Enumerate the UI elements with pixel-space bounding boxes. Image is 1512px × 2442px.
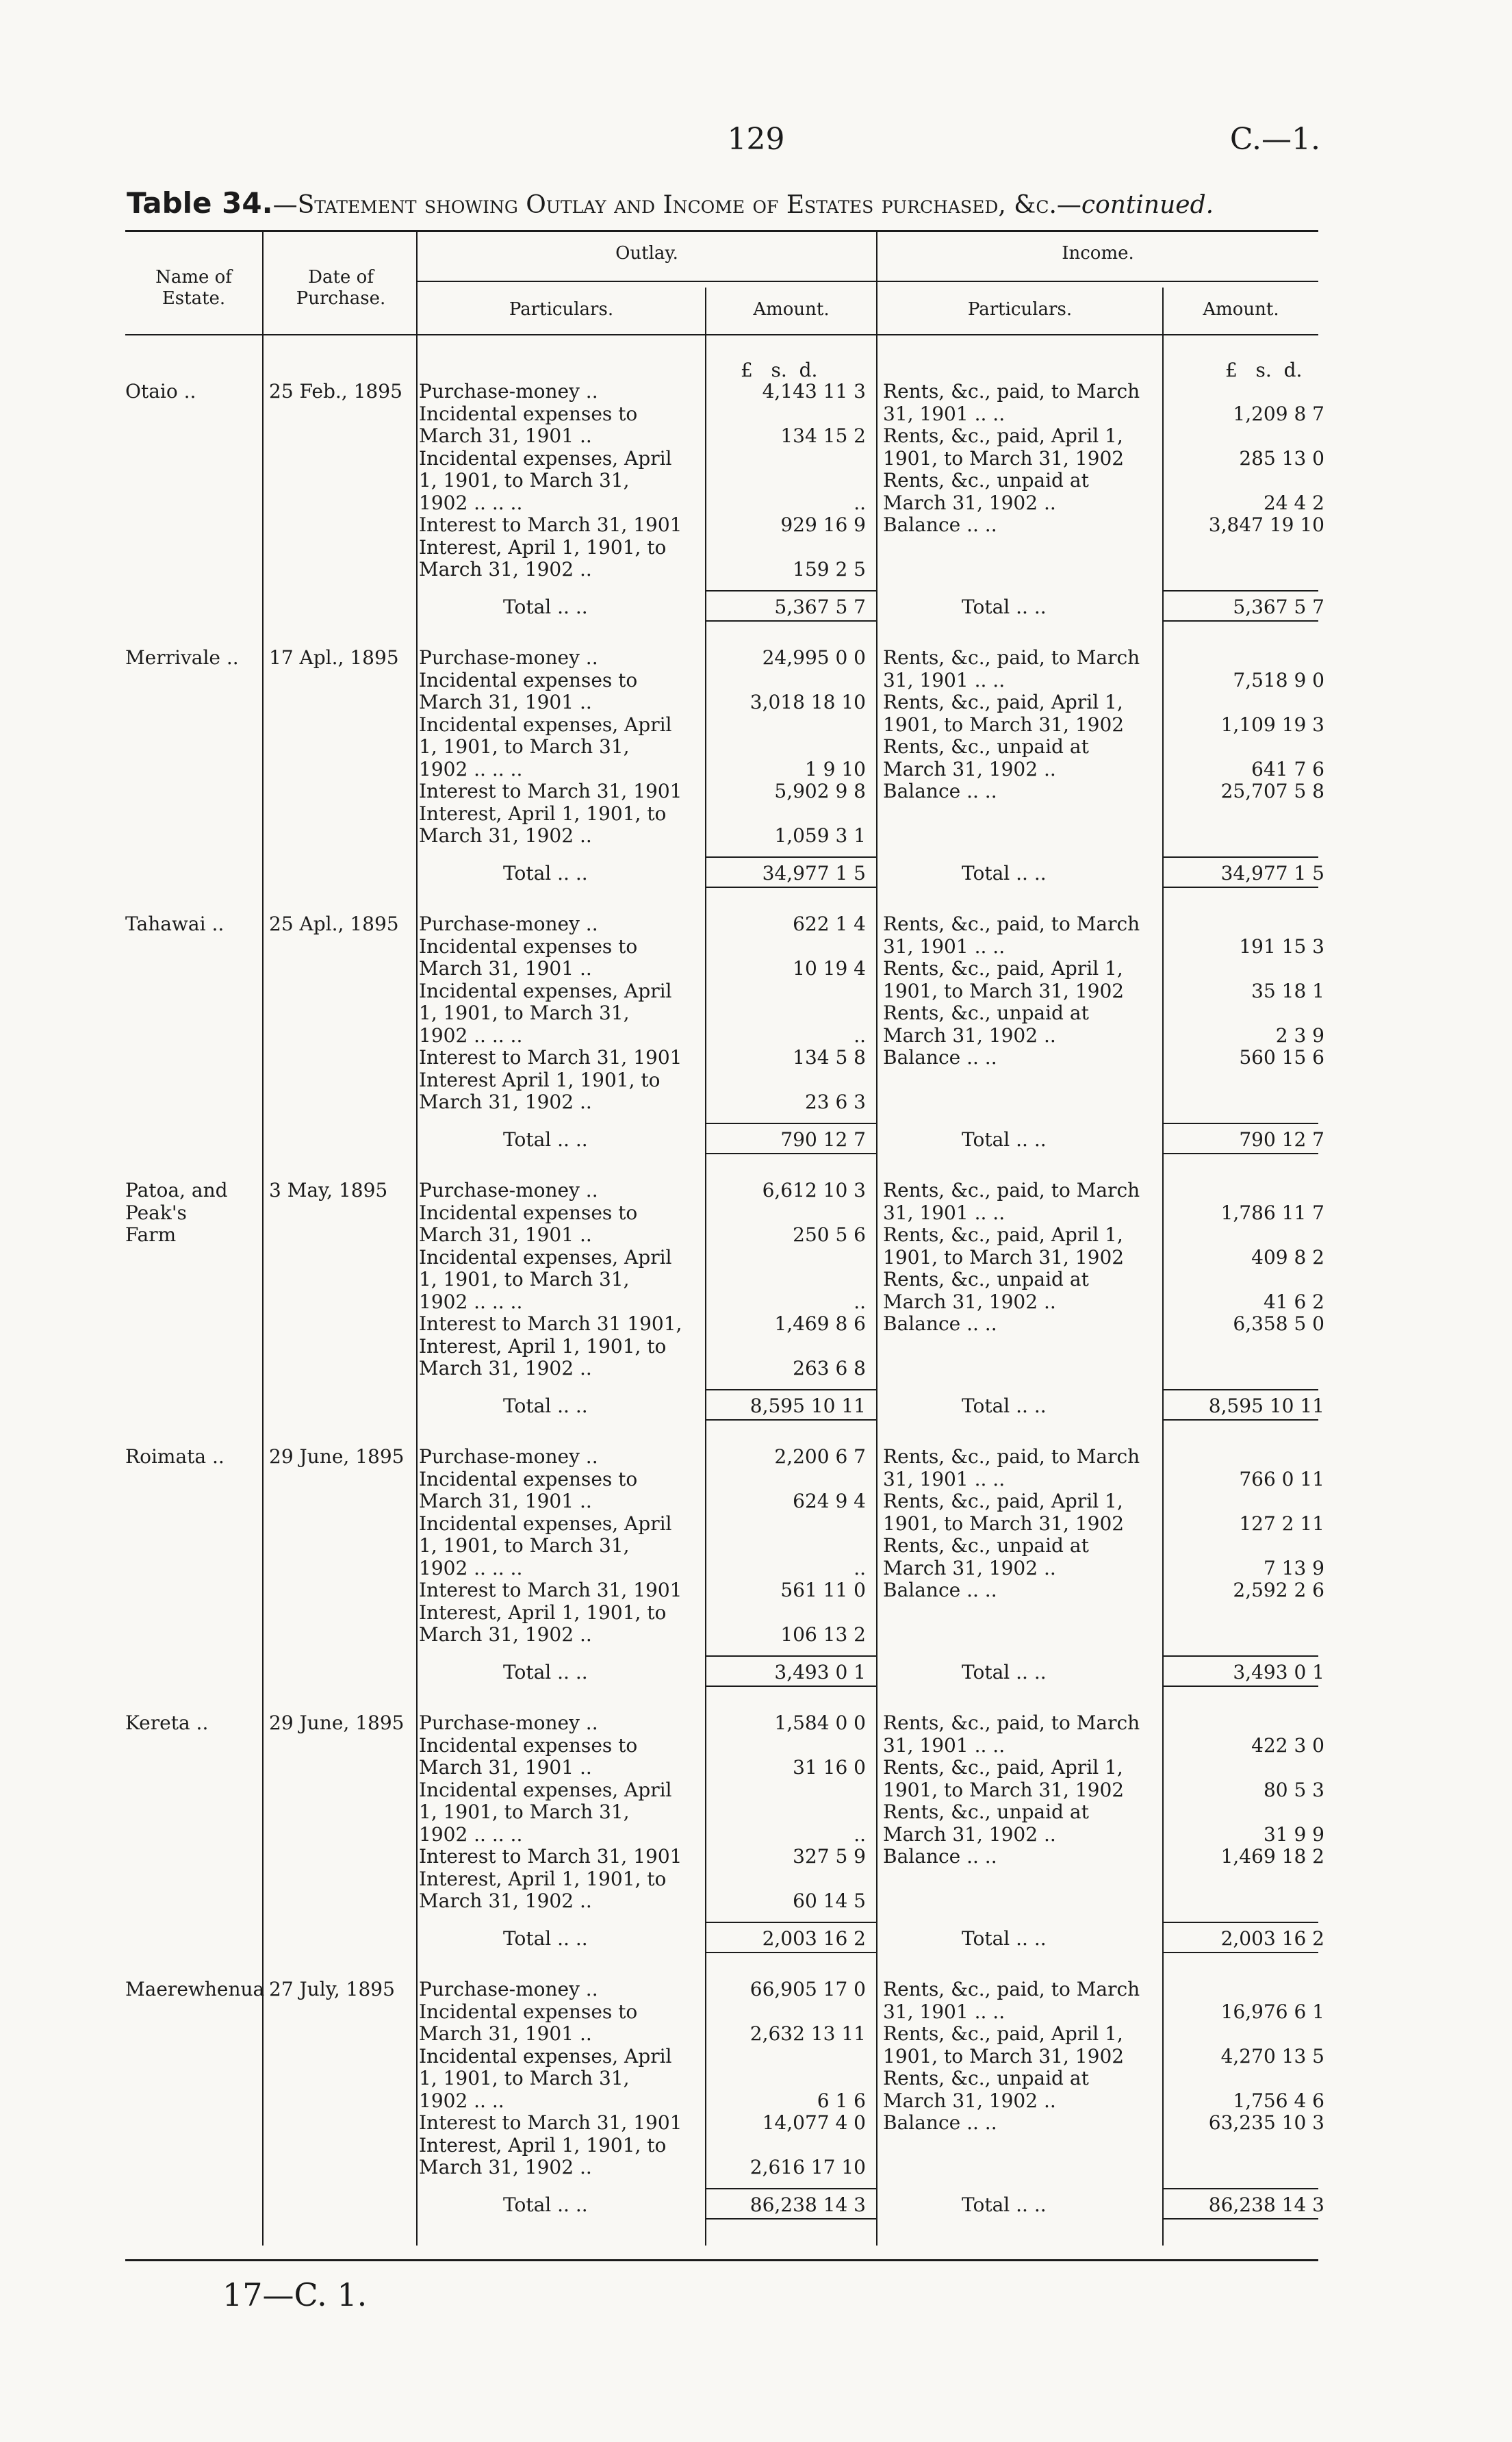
income-particular-line: Balance .. .. [883,1845,997,1868]
income-amount: 25,707 5 8 [1220,780,1324,802]
income-particular-line: Rents, &c., paid, April 1, [883,691,1123,713]
outlay-total-label: Total .. .. [503,595,588,618]
outlay-amount: 263 6 8 [793,1357,866,1379]
income-total-underline [1164,887,1318,888]
income-total-rule [1164,590,1318,592]
income-particular-line: 31, 1901 .. .. [883,1733,1005,1757]
income-total-amount: 86,238 14 3 [1208,2193,1324,2216]
outlay-amount: 134 5 8 [793,1046,866,1069]
column-divider [876,334,877,2246]
income-total-amount: 790 12 7 [1239,1128,1324,1151]
income-amount: 560 15 6 [1239,1046,1324,1069]
income-particular-line: March 31, 1902 .. [883,1556,1056,1579]
outlay-particular-line: Interest, April 1, 1901, to [419,2133,667,2157]
income-amount: 1,756 4 6 [1233,2089,1324,2112]
outlay-total-label: Total .. .. [503,1926,588,1950]
income-total-rule [1164,1389,1318,1390]
outlay-particular-line: Interest, April 1, 1901, to [419,1601,667,1624]
outlay-total-label: Total .. .. [503,1128,588,1151]
outlay-particular-line: 1902 .. .. .. [419,491,523,514]
income-amount: 1,469 18 2 [1220,1845,1324,1868]
income-amount: 766 0 11 [1239,1467,1324,1490]
footer-reference: 17—C. 1. [222,2276,368,2313]
outlay-amount: 3,018 18 10 [749,691,866,713]
outlay-total-rule [706,2188,876,2189]
income-particular-line: 1901, to March 31, 1902 [883,2044,1125,2068]
outlay-total-rule [706,856,876,858]
outlay-particular-line: March 31, 1902 .. [419,1623,592,1646]
outlay-amount: .. [854,1290,866,1313]
col-header-income-particulars: Particulars. [967,299,1073,320]
income-particular-line: Rents, &c., paid, April 1, [883,957,1123,980]
income-particular-line: Rents, &c., paid, to March [883,646,1140,669]
outlay-total-amount: 34,977 1 5 [762,861,866,885]
income-particular-line: Rents, &c., unpaid at [883,1801,1089,1823]
outlay-total-underline [706,620,876,622]
outlay-amount: 4,143 11 3 [762,380,866,403]
table-top-rule [125,230,1318,232]
income-total-rule [1164,1922,1318,1923]
income-total-label: Total .. .. [962,1394,1047,1417]
outlay-particular-line: Purchase-money .. [419,1978,598,2000]
outlay-particular-line: Incidental expenses, April [419,1245,672,1269]
income-particular-line: Rents, &c., paid, April 1, [883,424,1123,447]
purchase-date: 27 July, 1895 [269,1978,395,2000]
outlay-particular-line: March 31, 1901 .. [419,424,592,447]
outlay-particular-line: Interest to March 31 1901, [419,1312,682,1335]
outlay-total-amount: 3,493 0 1 [774,1660,866,1683]
outlay-particular-line: Purchase-money .. [419,913,598,935]
outlay-amount: 23 6 3 [804,1091,866,1113]
income-amount: 1,109 19 3 [1220,713,1324,736]
purchase-date: 29 June, 1895 [269,1712,405,1734]
outlay-particular-line: Incidental expenses to [419,934,638,958]
purchase-date: 17 Apl., 1895 [269,646,399,669]
income-total-label: Total .. .. [962,1128,1047,1151]
outlay-amount: 250 5 6 [793,1223,866,1246]
income-amount: 2,592 2 6 [1233,1579,1324,1601]
purchase-date: 3 May, 1895 [269,1179,388,1201]
outlay-particular-line: 1902 .. .. .. [419,1290,523,1313]
outlay-particular-line: Incidental expenses to [419,402,638,425]
col-header-income-amount: Amount. [1203,299,1279,320]
income-particular-line: Rents, &c., paid, to March [883,1179,1140,1201]
document-reference: C.—1. [1229,122,1320,157]
col-header-outlay-particulars: Particulars. [509,299,614,320]
outlay-particular-line: March 31, 1902 .. [419,2156,592,2178]
income-amount: 641 7 6 [1251,757,1324,780]
income-particular-line: March 31, 1902 .. [883,757,1056,780]
outlay-particular-line: 1, 1901, to March 31, [419,1801,630,1823]
col-header-name: Name of Estate. [155,267,232,309]
outlay-particular-line: Interest, April 1, 1901, to [419,802,667,825]
table-title-suffix: continued. [1081,191,1214,219]
outlay-particular-line: Incidental expenses, April [419,713,672,736]
outlay-total-rule [706,1655,876,1657]
outlay-particular-line: 1902 .. .. .. [419,1822,523,1846]
income-total-label: Total .. .. [962,861,1047,885]
income-particular-line: Rents, &c., unpaid at [883,1002,1089,1024]
outlay-total-label: Total .. .. [503,2193,588,2216]
outlay-total-amount: 2,003 16 2 [762,1926,866,1950]
estate-name: Peak's [125,1201,187,1224]
income-total-underline [1164,2218,1318,2220]
income-particular-line: March 31, 1902 .. [883,1822,1056,1846]
income-total-amount: 8,595 10 11 [1208,1394,1324,1417]
outlay-particular-line: Incidental expenses, April [419,979,672,1002]
income-total-label: Total .. .. [962,2193,1047,2216]
table-title-text: —Statement showing Outlay and Income of Estates purchased, &c.— [272,191,1081,219]
outlay-particular-line: Incidental expenses to [419,2000,638,2023]
outlay-amount: 1 9 10 [804,757,866,780]
income-total-underline [1164,1952,1318,1953]
col-header-income: Income. [1062,243,1134,264]
outlay-amount: 622 1 4 [793,913,866,935]
outlay-amount: 327 5 9 [793,1845,866,1868]
outlay-particular-line: March 31, 1902 .. [419,1890,592,1912]
outlay-particular-line: Incidental expenses to [419,1467,638,1490]
outlay-amount: .. [854,1556,866,1579]
outlay-particular-line: Incidental expenses to [419,1733,638,1757]
outlay-total-underline [706,1952,876,1953]
outlay-particular-line: Incidental expenses, April [419,1778,672,1801]
income-particular-line: Rents, &c., paid, to March [883,380,1140,403]
outlay-amount: 10 19 4 [793,957,866,980]
income-particular-line: Rents, &c., paid, April 1, [883,1756,1123,1779]
outlay-total-underline [706,1419,876,1421]
outlay-particular-line: Incidental expenses to [419,1201,638,1224]
estate-name: Kereta .. [125,1712,209,1734]
page-number: 129 [727,122,785,157]
income-amount: 63,235 10 3 [1208,2111,1324,2134]
outlay-particular-line: March 31, 1901 .. [419,691,592,713]
outlay-amount: .. [854,1023,866,1047]
outlay-total-label: Total .. .. [503,1660,588,1683]
outlay-amount: 2,616 17 10 [749,2156,866,2178]
income-particular-line: 1901, to March 31, 1902 [883,1245,1125,1269]
income-particular-line: Balance .. .. [883,2111,997,2134]
income-particular-line: Rents, &c., unpaid at [883,735,1089,758]
income-particular-line: 31, 1901 .. .. [883,1201,1005,1224]
outlay-amount: 561 11 0 [780,1579,866,1601]
outlay-total-amount: 8,595 10 11 [749,1394,866,1417]
table-title [127,186,1331,220]
income-particular-line: 31, 1901 .. .. [883,934,1005,958]
income-particular-line: 1901, to March 31, 1902 [883,1512,1125,1535]
income-amount: 16,976 6 1 [1220,2000,1324,2023]
income-particular-line: Rents, &c., paid, April 1, [883,2022,1123,2045]
outlay-particular-line: Incidental expenses, April [419,446,672,470]
income-particular-line: Rents, &c., paid, April 1, [883,1223,1123,1246]
income-amount: 285 13 0 [1239,446,1324,470]
income-amount: 409 8 2 [1251,1245,1324,1269]
outlay-amount: 31 16 0 [793,1756,866,1779]
outlay-particular-line: Interest April 1, 1901, to [419,1068,661,1091]
income-amount: 191 15 3 [1239,934,1324,958]
outlay-amount: 929 16 9 [780,513,866,536]
income-amount: 31 9 9 [1263,1822,1324,1846]
outlay-particular-line: 1902 .. .. .. [419,1023,523,1047]
income-particular-line: Rents, &c., unpaid at [883,469,1089,492]
outlay-total-underline [706,887,876,888]
income-total-rule [1164,856,1318,858]
outlay-particular-line: March 31, 1901 .. [419,1223,592,1246]
income-particular-line: Rents, &c., unpaid at [883,2067,1089,2089]
outlay-particular-line: Interest to March 31, 1901 [419,1046,682,1069]
table-label: Table 34. [127,186,273,220]
income-particular-line: Rents, &c., unpaid at [883,1268,1089,1290]
income-total-rule [1164,1655,1318,1657]
outlay-amount: 2,200 6 7 [774,1445,866,1468]
outlay-particular-line: March 31, 1902 .. [419,1091,592,1113]
income-particular-line: Rents, &c., paid, to March [883,1978,1140,2000]
outlay-particular-line: Purchase-money .. [419,1179,598,1201]
outlay-particular-line: 1, 1901, to March 31, [419,1002,630,1024]
income-amount: 7 13 9 [1263,1556,1324,1579]
outlay-amount: 6 1 6 [817,2089,866,2112]
outlay-amount: .. [854,491,866,514]
income-total-label: Total .. .. [962,1660,1047,1683]
income-particular-line: Balance .. .. [883,1046,997,1069]
outlay-amount: 1,469 8 6 [774,1312,866,1335]
outlay-particular-line: 1, 1901, to March 31, [419,735,630,758]
estate-name: Maerewhenua [125,1978,265,2000]
outlay-particular-line: March 31, 1902 .. [419,824,592,847]
purchase-date: 25 Feb., 1895 [269,380,402,403]
outlay-total-rule [706,1389,876,1390]
outlay-particular-line: Interest to March 31, 1901 [419,780,682,802]
outlay-total-label: Total .. .. [503,861,588,885]
income-amount: 127 2 11 [1239,1512,1324,1535]
estate-name: Roimata .. [125,1445,225,1468]
outlay-particular-line: 1902 .. .. [419,2089,504,2112]
income-total-label: Total .. .. [962,595,1047,618]
outlay-particular-line: March 31, 1901 .. [419,2022,592,2045]
income-particular-line: March 31, 1902 .. [883,1023,1056,1047]
income-particular-line: Rents, &c., paid, to March [883,1445,1140,1468]
income-amount: 35 18 1 [1251,979,1324,1002]
outlay-particular-line: Incidental expenses to [419,668,638,691]
outlay-particular-line: 1, 1901, to March 31, [419,469,630,492]
outlay-particular-line: 1902 .. .. .. [419,757,523,780]
outlay-amount: 60 14 5 [793,1890,866,1912]
column-divider [262,230,264,334]
income-particular-line: March 31, 1902 .. [883,2089,1056,2112]
outlay-total-underline [706,2218,876,2220]
estate-name: Tahawai .. [125,913,225,935]
income-particular-line: Balance .. .. [883,1579,997,1601]
income-amount: 1,209 8 7 [1233,402,1324,425]
col-header-outlay-amount: Amount. [753,299,830,320]
outlay-total-underline [706,1153,876,1154]
outlay-amount: 1,059 3 1 [774,824,866,847]
outlay-particular-line: Interest, April 1, 1901, to [419,1334,667,1358]
outlay-particular-line: March 31, 1901 .. [419,957,592,980]
income-amount: 41 6 2 [1263,1290,1324,1313]
outlay-particular-line: 1, 1901, to March 31, [419,2067,630,2089]
outlay-particular-line: Purchase-money .. [419,646,598,669]
outlay-particular-line: 1902 .. .. .. [419,1556,523,1579]
outlay-total-rule [706,590,876,592]
income-amount: 6,358 5 0 [1233,1312,1324,1335]
outlay-particular-line: Interest to March 31, 1901 [419,2111,682,2134]
income-amount: 422 3 0 [1251,1733,1324,1757]
col-header-date: Date of Purchase. [296,267,386,309]
outlay-total-amount: 5,367 5 7 [774,595,866,618]
purchase-date: 29 June, 1895 [269,1445,405,1468]
outlay-particular-line: 1, 1901, to March 31, [419,1534,630,1557]
outlay-particular-line: 1, 1901, to March 31, [419,1268,630,1290]
outlay-total-label: Total .. .. [503,1394,588,1417]
income-particular-line: 1901, to March 31, 1902 [883,446,1125,470]
income-total-underline [1164,620,1318,622]
outlay-particular-line: March 31, 1901 .. [419,1756,592,1779]
header-bottom-rule [125,334,1318,335]
income-particular-line: 1901, to March 31, 1902 [883,979,1125,1002]
income-particular-line: Rents, &c., unpaid at [883,1534,1089,1557]
income-amount: 80 5 3 [1263,1778,1324,1801]
income-total-amount: 2,003 16 2 [1220,1926,1324,1950]
income-amount: 4,270 13 5 [1220,2044,1324,2068]
outlay-total-rule [706,1922,876,1923]
outlay-particular-line: Interest, April 1, 1901, to [419,535,667,559]
income-total-amount: 3,493 0 1 [1233,1660,1324,1683]
col-header-outlay: Outlay. [615,243,678,264]
income-amount: 24 4 2 [1263,491,1324,514]
estate-name: Merrivale .. [125,646,239,669]
outlay-amount: 1,584 0 0 [774,1712,866,1734]
income-amount: 1,786 11 7 [1220,1201,1324,1224]
income-particular-line: Rents, &c., paid, April 1, [883,1490,1123,1512]
outlay-amount: 5,902 9 8 [774,780,866,802]
outlay-particular-line: Interest to March 31, 1901 [419,1579,682,1601]
income-total-rule [1164,1123,1318,1124]
estate-name: Otaio .. [125,380,196,403]
outlay-amount: .. [854,1822,866,1846]
outlay-particular-line: Purchase-money .. [419,1712,598,1734]
outlay-amount: 24,995 0 0 [762,646,866,669]
table-bottom-rule [125,2259,1318,2261]
income-total-rule [1164,2188,1318,2189]
income-total-amount: 34,977 1 5 [1220,861,1324,885]
outlay-income-subrule [416,281,1318,282]
income-total-underline [1164,1686,1318,1687]
income-total-label: Total .. .. [962,1926,1047,1950]
outlay-particular-line: March 31, 1901 .. [419,1490,592,1512]
outlay-amount: 14,077 4 0 [762,2111,866,2134]
income-particular-line: 31, 1901 .. .. [883,1467,1005,1490]
income-particular-line: 31, 1901 .. .. [883,2000,1005,2023]
outlay-amount: 106 13 2 [780,1623,866,1646]
purchase-date: 25 Apl., 1895 [269,913,399,935]
income-amount: 2 3 9 [1275,1023,1324,1047]
estate-name: Patoa, and [125,1179,228,1201]
income-total-amount: 5,367 5 7 [1233,595,1324,618]
outlay-currency-units: £ s. d. [741,359,818,381]
estate-name: Farm [125,1223,177,1246]
outlay-amount: 66,905 17 0 [749,1978,866,2000]
income-particular-line: Balance .. .. [883,513,997,536]
outlay-amount: 6,612 10 3 [762,1179,866,1201]
income-amount: 7,518 9 0 [1233,668,1324,691]
income-particular-line: 1901, to March 31, 1902 [883,1778,1125,1801]
outlay-particular-line: March 31, 1902 .. [419,1357,592,1379]
income-particular-line: March 31, 1902 .. [883,491,1056,514]
outlay-particular-line: Incidental expenses, April [419,1512,672,1535]
income-particular-line: 31, 1901 .. .. [883,668,1005,691]
outlay-particular-line: Interest to March 31, 1901 [419,513,682,536]
income-particular-line: Balance .. .. [883,780,997,802]
income-total-underline [1164,1419,1318,1421]
income-particular-line: March 31, 1902 .. [883,1290,1056,1313]
outlay-particular-line: Interest, April 1, 1901, to [419,1867,667,1890]
outlay-amount: 159 2 5 [793,558,866,581]
outlay-total-rule [706,1123,876,1124]
income-particular-line: Rents, &c., paid, to March [883,913,1140,935]
outlay-particular-line: Incidental expenses, April [419,2044,672,2068]
income-currency-units: £ s. d. [1225,359,1303,381]
outlay-particular-line: March 31, 1902 .. [419,558,592,581]
outlay-particular-line: Interest to March 31, 1901 [419,1845,682,1868]
outlay-amount: 2,632 13 11 [749,2022,866,2045]
outlay-particular-line: Purchase-money .. [419,1445,598,1468]
income-particular-line: 1901, to March 31, 1902 [883,713,1125,736]
income-particular-line: Rents, &c., paid, to March [883,1712,1140,1734]
outlay-amount: 134 15 2 [780,424,866,447]
outlay-particular-line: Purchase-money .. [419,380,598,403]
column-divider [416,334,418,2246]
outlay-amount: 624 9 4 [793,1490,866,1512]
outlay-total-amount: 86,238 14 3 [749,2193,866,2216]
outlay-total-amount: 790 12 7 [780,1128,866,1151]
income-particular-line: 31, 1901 .. .. [883,402,1005,425]
column-divider [262,334,264,2246]
income-amount: 3,847 19 10 [1208,513,1324,536]
outlay-total-underline [706,1686,876,1687]
income-particular-line: Balance .. .. [883,1312,997,1335]
income-total-underline [1164,1153,1318,1154]
